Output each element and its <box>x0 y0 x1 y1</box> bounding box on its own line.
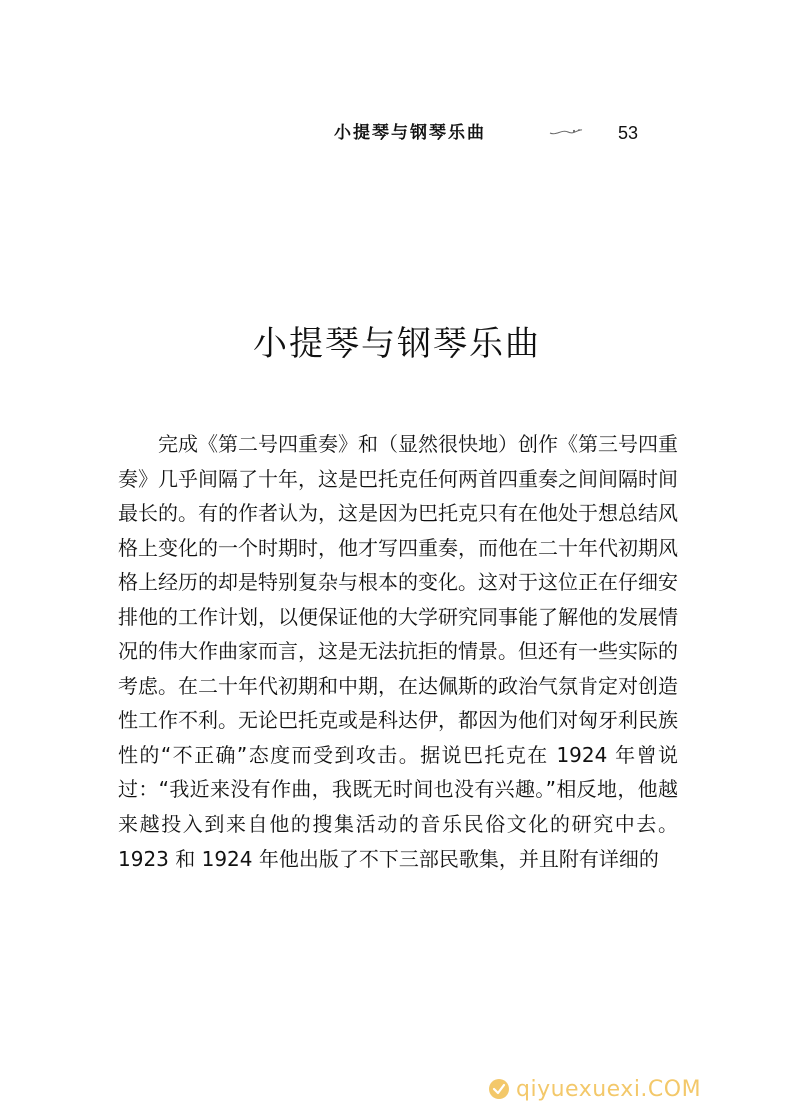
watermark-text: qiyuexuexi.COM <box>516 1077 702 1102</box>
body-paragraph: 完成《第二号四重奏》和（显然很快地）创作《第三号四重奏》几乎间隔了十年，这是巴托克任何两首四重奏之间间隔时间最长的。有的作者认为，这是因为巴托克只有在他处于想总结风格上变化的一个时期时，他才写四重奏，而他在二十年代初期风格上经历的却是特别复杂与根本的变化。这对于这位正在仔细安排他的工作计划，以便保证他的大学研究同事能了解他的发展情况的伟大作曲家而言，这是无法抗拒的情景。但还有一些实际的考虑。在二十年代初期和中期，在达佩斯的政治气氛肯定对创造性工作不利。无论巴托克或是科达伊，都因为他们对匈牙利民族性的“不正确”态度而受到攻击。据说巴托克在 1924 年曾说过：“我近来没有作曲，我既无时间也没有兴趣。”相反地，他越来越投入到来自他的搜集活动的音乐民俗文化的研究中去。1923 和 1924 年他出版了不下三部民歌集，并且附有详细的 <box>118 432 678 871</box>
running-header <box>0 118 794 154</box>
watermark-logo-icon <box>488 1078 510 1100</box>
site-watermark <box>482 1076 782 1108</box>
ornament-icon <box>548 127 584 137</box>
chapter-title: 小提琴与钢琴乐曲 <box>253 323 541 364</box>
running-title: 小提琴与钢琴乐曲 <box>334 123 486 143</box>
page-number: 53 <box>618 123 639 143</box>
